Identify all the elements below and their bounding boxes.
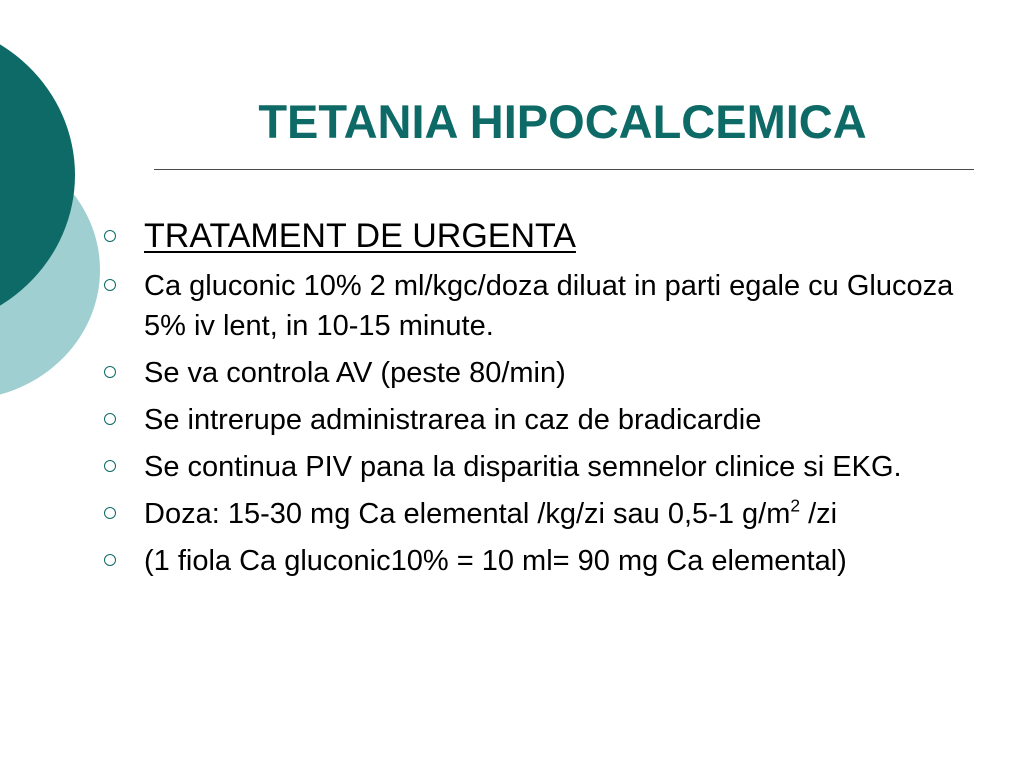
circle-bullet-icon: [104, 279, 116, 291]
circle-bullet-icon: [104, 554, 116, 566]
bullet-item: [104, 353, 984, 393]
circle-bullet-icon: [104, 413, 116, 425]
note-text: (1 fiola Ca gluconic10% = 10 ml= 90 mg Ca elemental): [144, 545, 847, 577]
doza-suffix: /zi: [800, 498, 838, 530]
bullet-text: Ca gluconic 10% 2 ml/kgc/doza diluat in parti egale cu Glucoza 5% iv lent, in 10-15 minute.: [144, 270, 954, 342]
section-heading: TRATAMENT DE URGENTA: [144, 217, 576, 255]
bullet-text: Se continua PIV pana la disparitia semnelor clinice si EKG.: [144, 451, 902, 483]
bullet-text: Se va controla AV (peste 80/min): [144, 357, 566, 389]
circle-bullet-icon: [104, 507, 116, 519]
bullet-item-doza: [104, 494, 984, 534]
bullet-text: Se intrerupe administrarea in caz de bradicardie: [144, 404, 762, 436]
bullet-item: [104, 447, 984, 487]
doza-text: Doza: 15-30 mg Ca elemental /kg/zi sau 0,5-1 g/m: [144, 498, 791, 530]
bullet-item-note: [104, 541, 984, 581]
doza-superscript: 2: [790, 495, 801, 516]
circle-bullet-icon: [104, 230, 116, 242]
slide-title: TETANIA HIPOCALCEMICA: [258, 95, 867, 148]
bullet-item: [104, 266, 984, 346]
bullet-item: [104, 400, 984, 440]
circle-bullet-icon: [104, 460, 116, 472]
circle-bullet-icon: [104, 366, 116, 378]
bullet-heading: [104, 210, 984, 262]
title-divider: [154, 169, 974, 170]
bullet-list: [104, 210, 984, 588]
